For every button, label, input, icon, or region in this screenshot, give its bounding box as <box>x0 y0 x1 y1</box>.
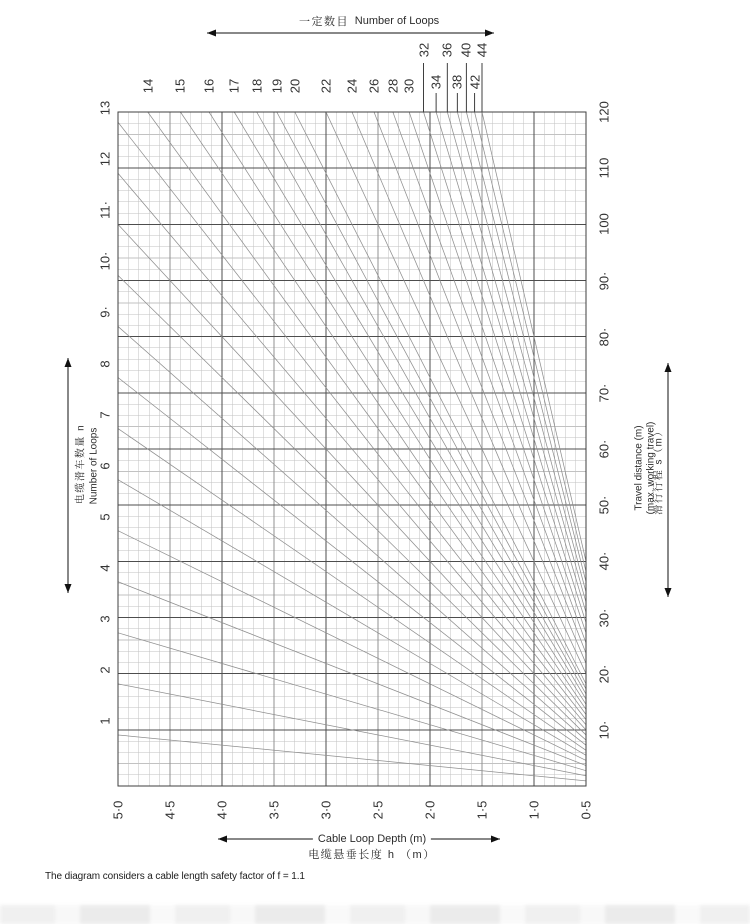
bottom-axis-title-zh: 电缆悬垂长度 h （m） <box>308 849 436 861</box>
right-axis-tick-label: 100 <box>596 213 612 236</box>
left-axis-title-en: Number of Loops <box>88 427 100 505</box>
top-axis-tick-label: 34 <box>428 74 444 90</box>
bottom-axis-tick-label: 0·5 <box>578 800 594 820</box>
left-axis-tick-label: 2 <box>97 666 113 674</box>
left-axis-tick-label: 13 <box>97 100 113 116</box>
bottom-axis-tick-label: 3·0 <box>318 800 334 820</box>
top-axis-tick-label: 18 <box>249 78 265 94</box>
right-axis-tick-label: 10· <box>596 720 612 740</box>
bottom-axis-tick-label: 2·5 <box>370 800 386 820</box>
bottom-axis-tick-label: 4·5 <box>162 800 178 820</box>
page-edge-artifact <box>0 905 750 924</box>
top-axis-tick-label: 19 <box>269 78 285 94</box>
right-axis-tick-label: 30· <box>596 608 612 627</box>
left-axis-tick-label: 7 <box>97 410 113 419</box>
left-axis-tick-label: 11· <box>97 201 113 220</box>
top-axis-tick-label: 22 <box>318 78 334 94</box>
top-axis-tick-label: 14 <box>140 78 156 94</box>
right-axis-tick-label: 60· <box>596 439 612 459</box>
top-axis-tick-label: 26 <box>366 78 382 94</box>
left-axis-tick-label: 1 <box>97 717 113 725</box>
right-axis-tick-label: 80· <box>596 327 612 347</box>
axis-arrows <box>65 30 672 843</box>
bottom-axis-tick-label: 2·0 <box>422 800 438 820</box>
top-axis-tick-label: 42 <box>467 74 483 90</box>
top-axis-tick-label: 36 <box>439 42 455 58</box>
right-axis-title-en-line1: Travel distance (m) <box>633 425 645 511</box>
top-axis-tick-label: 38 <box>449 74 465 90</box>
bottom-axis-tick-label: 3·5 <box>266 800 282 820</box>
top-axis-tick-label: 28 <box>385 78 401 94</box>
top-axis-tick-label: 30 <box>401 78 417 94</box>
left-axis-tick-label: 5 <box>97 513 113 521</box>
top-axis-tick-label: 20 <box>287 78 303 94</box>
bottom-axis-title-en: Cable Loop Depth (m) <box>313 833 431 845</box>
loop-lines <box>118 112 586 781</box>
right-axis-title-zh: 滑行行程 s（m） <box>653 425 665 515</box>
left-axis-tick-label: 8 <box>97 359 113 368</box>
top-axis-tick-label: 40 <box>458 42 474 58</box>
top-axis-tick-label: 15 <box>172 78 188 94</box>
left-axis-tick-label: 6 <box>97 462 113 470</box>
left-axis-tick-label: 10· <box>97 251 113 271</box>
top-axis-tick-label: 44 <box>474 42 490 58</box>
left-axis-tick-label: 12 <box>97 152 113 167</box>
right-axis-tick-label: 50· <box>596 495 612 515</box>
top-axis-tick-label: 24 <box>344 78 360 94</box>
bottom-axis-tick-label: 5·0 <box>110 800 126 820</box>
top-axis-tick-label: 16 <box>201 78 217 94</box>
right-axis-tick-label: 20· <box>596 664 612 684</box>
top-axis-title-en: Number of Loops <box>354 15 440 27</box>
left-axis-tick-label: 9· <box>97 306 113 319</box>
right-axis-tick-label: 40· <box>596 551 612 571</box>
right-axis-tick-label: 90· <box>596 271 612 290</box>
right-axis-title-en-line2: (max. working travel) <box>645 421 656 515</box>
footnote: The diagram considers a cable length safety factor of f = 1.1 <box>45 871 305 882</box>
bottom-axis-tick-label: 1·0 <box>526 800 542 820</box>
left-axis-tick-label: 4 <box>97 564 113 572</box>
bottom-axis-tick-label: 4·0 <box>214 800 230 820</box>
bottom-axis-tick-label: 1·5 <box>474 800 490 820</box>
left-axis-title-zh: 电缆滑车数量 n <box>75 423 87 505</box>
right-axis-tick-label: 120 <box>596 101 612 123</box>
top-axis-title-zh: 一定数目 <box>299 16 349 28</box>
right-axis-tick-label: 70· <box>596 383 612 403</box>
top-axis-tick-label: 32 <box>416 42 431 58</box>
top-axis-tick-label: 17 <box>226 78 242 94</box>
left-axis-tick-label: 3 <box>97 615 113 623</box>
right-axis-tick-label: 110 <box>596 157 612 179</box>
